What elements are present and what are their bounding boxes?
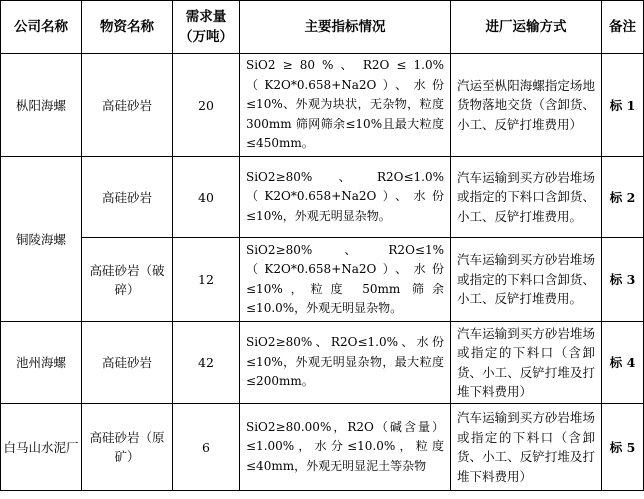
transport-cell: 汽运至枞阳海螺指定场地货物落地交货（含卸货、小工、反铲打堆费用）	[451, 54, 602, 157]
header-demand: 需求量（万吨）	[173, 1, 240, 54]
table-row	[1, 238, 644, 322]
company-cell: 铜陵海螺	[1, 157, 82, 322]
header-material: 物资名称	[82, 1, 173, 54]
transport-cell: 汽车运输到买方砂岩堆场或指定的下料口含卸货、小工、反铲打堆费用。	[451, 157, 602, 238]
specs-cell: SiO2≥80%、R2O≤1.0%（K2O*0.658+Na2O）、水份≤10%，外观无明显杂物。	[240, 157, 451, 238]
specs-cell: SiO2≥80.00%，R2O（碱含量）≤1.00%，水分≤10.0%，粒度≤40mm，外观无明显泥土等杂物	[240, 404, 451, 491]
material-cell: 高硅砂岩	[82, 157, 173, 238]
transport-cell: 汽车运输到买方砂岩堆场或指定的下料口（含卸货、小工、反铲打堆及打堆下料费用）	[451, 404, 602, 491]
material-cell: 高硅砂岩（原矿）	[82, 404, 173, 491]
header-company: 公司名称	[1, 1, 82, 54]
demand-cell: 40	[173, 157, 240, 238]
demand-cell: 20	[173, 54, 240, 157]
company-cell: 枞阳海螺	[1, 54, 82, 157]
remark-cell: 标 5	[602, 404, 644, 491]
material-cell: 高硅砂岩（破碎）	[82, 238, 173, 322]
material-cell: 高硅砂岩	[82, 322, 173, 404]
remark-cell: 标 2	[602, 157, 644, 238]
demand-cell: 12	[173, 238, 240, 322]
remark-cell: 标 4	[602, 322, 644, 404]
specs-cell: SiO2≥80%、R2O≤1%（K2O*0.658+Na2O）、水份≤10%，粒度 50mm 筛余≤10.0%，外观无明显杂物。	[240, 238, 451, 322]
transport-cell: 汽车运输到买方砂岩堆场或指定的下料口含卸货、小工、反铲打堆费用。	[451, 238, 602, 322]
table-row	[1, 322, 644, 404]
transport-cell: 汽车运输到买方砂岩堆场或指定的下料口（含卸货、小工、反铲打堆及打堆下料费用）	[451, 322, 602, 404]
company-cell: 池州海螺	[1, 322, 82, 404]
specs-cell: SiO2 ≥ 80 % 、 R2O ≤ 1.0%（K2O*0.658+Na2O）、水份≤10%、外观为块状，无杂物，粒度 300mm 筛网筛余≤10%且最大粒度≤450mm。	[240, 54, 451, 157]
specs-cell: SiO2≥80%、R2O≤1.0%、水份≤10%，外观无明显杂物，最大粒度≤200mm。	[240, 322, 451, 404]
header-row	[1, 1, 644, 54]
remark-cell: 标 3	[602, 238, 644, 322]
header-remark: 备注	[602, 1, 644, 54]
remark-cell: 标 1	[602, 54, 644, 157]
table-row	[1, 157, 644, 238]
header-specs: 主要指标情况	[240, 1, 451, 54]
table-row	[1, 54, 644, 157]
table-row	[1, 404, 644, 491]
demand-cell: 42	[173, 322, 240, 404]
header-transport: 进厂运输方式	[451, 1, 602, 54]
company-cell: 白马山水泥厂	[1, 404, 82, 491]
material-cell: 高硅砂岩	[82, 54, 173, 157]
demand-cell: 6	[173, 404, 240, 491]
